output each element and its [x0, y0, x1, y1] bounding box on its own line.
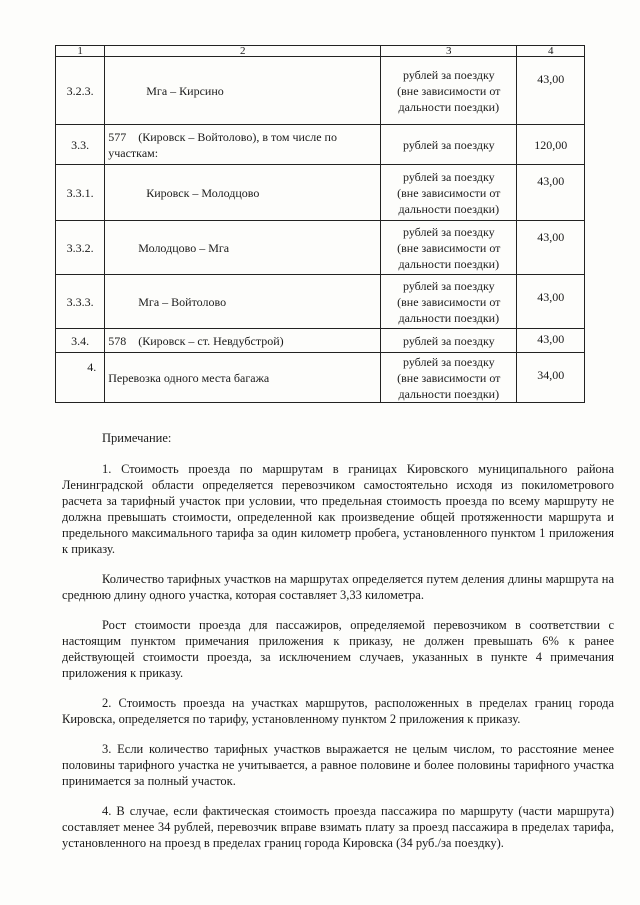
- unit-line: (вне зависимости от: [397, 370, 501, 385]
- route-code: 577: [108, 129, 127, 144]
- note-paragraph: 4. В случае, если фактическая стоимость проезда пассажира по маршруту (части маршрута) составляет менее 34 рублей, перевозчик вправе взимать плату за проезд пассажира в пределах тарифа, установленного на проезд в пределах границ города Кировска (34 руб./за поездку).: [62, 804, 614, 850]
- price-cell: 43,00: [517, 329, 585, 353]
- row-number: 3.3.3.: [56, 275, 105, 329]
- route-cell: [105, 353, 381, 403]
- row-number: 3.3.: [56, 125, 105, 165]
- price-cell: 43,00: [517, 275, 585, 329]
- unit-line: (вне зависимости от: [397, 185, 501, 200]
- column-header: 2: [105, 46, 381, 57]
- route-cell: [105, 275, 381, 329]
- unit-line: рублей за поездку: [402, 224, 495, 239]
- price-cell: 120,00: [517, 125, 585, 165]
- table-row: [56, 353, 585, 403]
- price-cell: 43,00: [517, 221, 585, 275]
- notes-section: [62, 430, 614, 865]
- route-name: Мга – Войтолово: [138, 294, 227, 309]
- row-number: 3.2.3.: [56, 57, 105, 125]
- table-row: [56, 125, 585, 165]
- unit-cell: [381, 275, 517, 329]
- unit-cell: [381, 221, 517, 275]
- row-number: 3.3.2.: [56, 221, 105, 275]
- unit-cell: [381, 353, 517, 403]
- table-row: [56, 165, 585, 221]
- route-name: Перевозка одного места багажа: [108, 370, 270, 385]
- unit-line: рублей за поездку: [402, 278, 495, 293]
- route-name: Мга – Кирсино: [146, 83, 224, 98]
- table-row: [56, 221, 585, 275]
- note-paragraph: 3. Если количество тарифных участков выражается не целым числом, то расстояние менее половины тарифного участка не учитывается, а равное половине и более половины тарифного участка принимается за полный участок.: [62, 742, 614, 788]
- route-cell: [105, 125, 381, 165]
- column-header: 1: [56, 46, 105, 57]
- unit-line: дальности поездки): [398, 310, 500, 325]
- unit-line: рублей за поездку: [402, 67, 495, 82]
- unit-cell: [381, 165, 517, 221]
- unit-line: рублей за поездку: [402, 169, 495, 184]
- route-name: Молодцово – Мга: [138, 240, 230, 255]
- unit-line: (вне зависимости от: [397, 294, 501, 309]
- route-cell: [105, 165, 381, 221]
- notes-heading: Примечание:: [102, 431, 172, 445]
- unit-line: рублей за поездку: [402, 137, 495, 152]
- unit-line: (вне зависимости от: [397, 83, 501, 98]
- unit-line: рублей за поездку: [402, 354, 495, 369]
- route-cell: [105, 57, 381, 125]
- price-cell: 43,00: [517, 57, 585, 125]
- column-header: 3: [381, 46, 517, 57]
- unit-line: дальности поездки): [398, 256, 500, 271]
- unit-line: дальности поездки): [398, 386, 500, 401]
- unit-line: (вне зависимости от: [397, 240, 501, 255]
- unit-cell: [381, 329, 517, 353]
- table-row: [56, 57, 585, 125]
- note-paragraph: 2. Стоимость проезда на участках маршрутов, расположенных в пределах границ города Кировска, определяется по тарифу, установленному пунктом 2 приложения к приказу.: [62, 696, 614, 726]
- route-name: (Кировск – ст. Невдубстрой): [138, 333, 284, 348]
- route-cell: [105, 221, 381, 275]
- note-paragraph: Количество тарифных участков на маршрутах определяется путем деления длины маршрута на среднюю длину одного участка, которая составляет 3,33 километра.: [62, 572, 614, 602]
- unit-cell: [381, 125, 517, 165]
- note-paragraph: 1. Стоимость проезда по маршрутам в границах Кировского муниципального района Ленинградской области определяется перевозчиком самостоятельно исходя из покилометрового расчета за тарифный участок при условии, что предельная стоимость проезда по всему маршруту не должна превышать стоимости, определенной как произведение общей протяженности маршрута и предельного максимального тарифа за один километр пробега, установленного пунктом 1 приложения к приказу.: [62, 462, 614, 556]
- price-cell: 43,00: [517, 165, 585, 221]
- unit-line: рублей за поездку: [402, 333, 495, 348]
- note-paragraph: Рост стоимости проезда для пассажиров, определяемой перевозчиком в соответствии с настоящим пунктом примечания приложения к приказу, не должен превышать 6% к ранее действующей стоимости проезда, за исключением случаев, указанных в пункте 4 примечания приложения к приказу.: [62, 618, 614, 680]
- unit-line: дальности поездки): [398, 99, 500, 114]
- row-number: 3.4.: [56, 329, 105, 353]
- table-row: [56, 329, 585, 353]
- unit-cell: [381, 57, 517, 125]
- row-number: 4.: [56, 353, 105, 403]
- route-cell: [105, 329, 381, 353]
- table-header-row: [56, 46, 585, 57]
- table-row: [56, 275, 585, 329]
- row-number: 3.3.1.: [56, 165, 105, 221]
- unit-line: дальности поездки): [398, 201, 500, 216]
- route-name: (Кировск – Войтолово), в том числе по участкам:: [108, 129, 337, 160]
- column-header: 4: [517, 46, 585, 57]
- tariff-table: [55, 45, 585, 403]
- route-name: Кировск – Молодцово: [146, 185, 260, 200]
- price-cell: 34,00: [517, 353, 585, 403]
- route-code: 578: [108, 333, 127, 348]
